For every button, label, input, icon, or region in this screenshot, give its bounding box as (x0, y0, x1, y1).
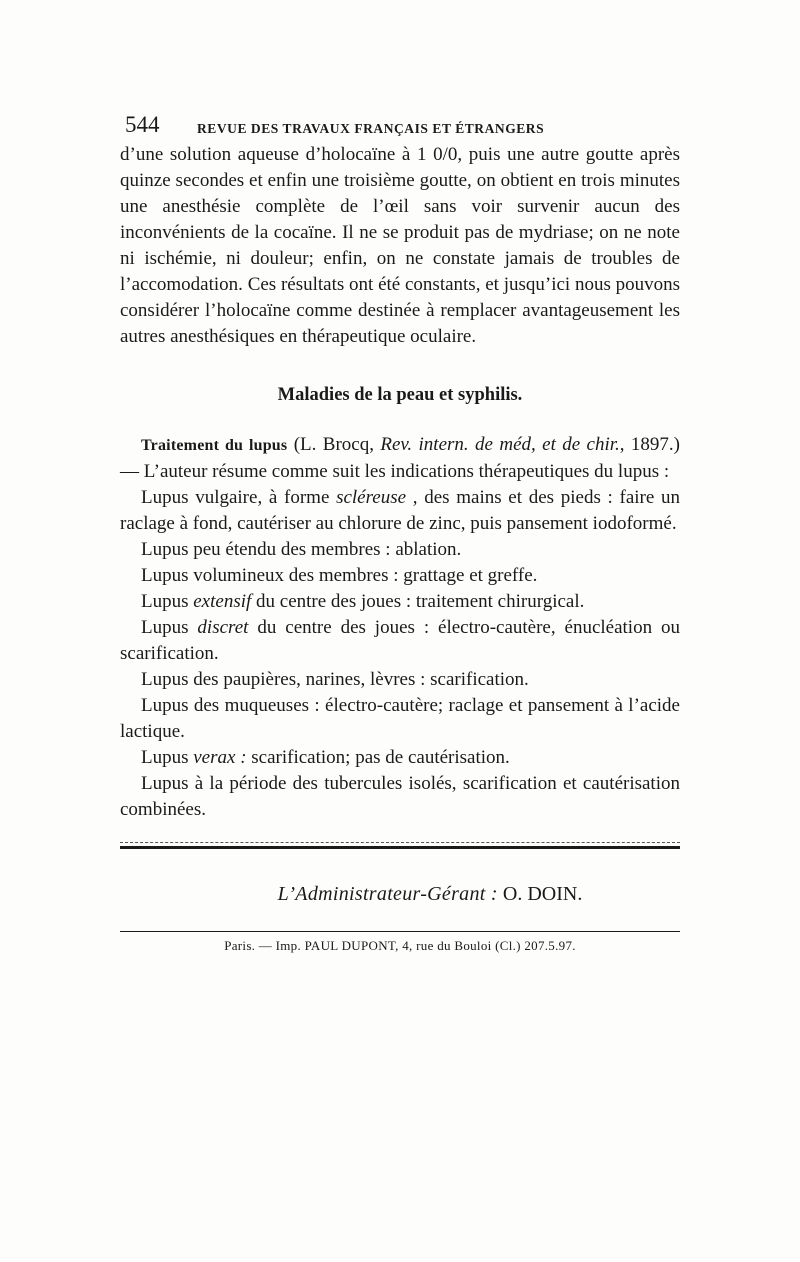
article-ref-open: (L. Brocq, (287, 434, 381, 455)
page-header (120, 108, 680, 142)
section-heading: Maladies de la peau et syphilis. (277, 385, 523, 405)
article-intro (120, 432, 680, 485)
list-item: Lupus à la période des tubercules isolés, scarification et cautérisation combinées. (120, 773, 680, 820)
rule-thick (120, 846, 680, 849)
list-item: Lupus verax : scarification; pas de cautérisation. (141, 747, 510, 768)
printer-imprint: Paris. — Imp. PAUL DUPONT, 4, rue du Bouloi (Cl.) 207.5.97. (224, 938, 576, 953)
list-item: Lupus volumineux des membres : grattage et greffe. (141, 565, 538, 586)
list-item: Lupus des paupières, narines, lèvres : scarification. (141, 669, 529, 690)
list-item: Lupus extensif du centre des joues : traitement chirurgical. (141, 591, 585, 612)
article-journal: Rev. intern. de méd, et de chir. (380, 434, 620, 455)
rule-dashed (120, 842, 680, 844)
footer-rule (120, 931, 680, 932)
page-number: 544 (125, 112, 160, 137)
article-title: Traitement du lupus (141, 437, 288, 454)
body-text (120, 142, 680, 823)
list-item: Lupus des muqueuses : électro-cautère; raclage et pansement à l’acide lactique. (120, 695, 680, 742)
signature-label: L’Administrateur-Gérant : (277, 883, 498, 905)
article-ref-close: , 1897.) — L’auteur résume comme suit les indications thérapeutiques du lupus : (120, 434, 680, 482)
signature (120, 877, 680, 911)
running-title: REVUE DES TRAVAUX FRANÇAIS ET ÉTRANGERS (197, 121, 545, 136)
signature-name: O. DOIN. (497, 883, 583, 905)
document-page (120, 108, 680, 954)
intro-paragraph: d’une solution aqueuse d’holocaïne à 1 0/0, puis une autre goutte après quinze secondes et enfin une troisième goutte, on obtient en trois minutes une anesthésie complète de l’œil sans voir survenir aucun des inconvénients de la cocaïne. Il ne se produit pas de mydriase; on ne note ni ischémie, ni douleur; enfin, on ne constate jamais de troubles de l’accomodation. Ces résultats ont été constants, et jusqu’ici nous pouvons considérer l’holocaïne comme destinée à remplacer avantageusement les autres anesthésiques en thérapeutique oculaire. (120, 144, 680, 347)
list-item: Lupus vulgaire, à forme scléreuse , des mains et des pieds : faire un raclage à fond, cautériser au chlorure de zinc, puis pansement iodoformé. (120, 487, 680, 534)
list-item: Lupus peu étendu des membres : ablation. (141, 539, 462, 560)
end-rule (120, 823, 680, 871)
list-item: Lupus discret du centre des joues : électro-cautère, énucléation ou scarification. (120, 617, 681, 664)
